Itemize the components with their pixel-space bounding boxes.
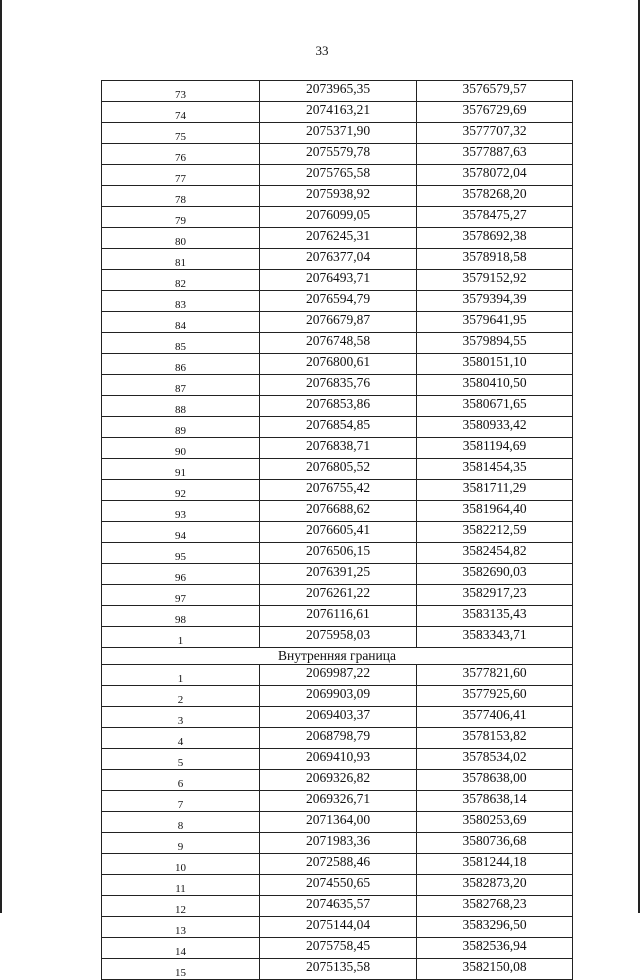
- table-row: [102, 333, 573, 354]
- table-row: [102, 938, 573, 959]
- x-coordinate-cell: 2076506,15: [260, 543, 417, 564]
- x-coordinate-cell: 2069403,37: [260, 707, 417, 728]
- table-row: [102, 606, 573, 627]
- y-coordinate-cell: 3583135,43: [417, 606, 573, 627]
- point-number-cell: 13: [102, 917, 260, 938]
- table-row: [102, 102, 573, 123]
- y-coordinate-cell: 3582536,94: [417, 938, 573, 959]
- point-number-cell: 79: [102, 207, 260, 228]
- point-number-cell: 91: [102, 459, 260, 480]
- section-label: Внутренняя граница: [102, 648, 573, 665]
- y-coordinate-cell: 3582150,08: [417, 959, 573, 980]
- point-number-cell: 14: [102, 938, 260, 959]
- x-coordinate-cell: 2075144,04: [260, 917, 417, 938]
- table-row: [102, 144, 573, 165]
- y-coordinate-cell: 3582768,23: [417, 896, 573, 917]
- x-coordinate-cell: 2073965,35: [260, 81, 417, 102]
- x-coordinate-cell: 2076688,62: [260, 501, 417, 522]
- x-coordinate-cell: 2076800,61: [260, 354, 417, 375]
- point-number-cell: 98: [102, 606, 260, 627]
- y-coordinate-cell: 3578072,04: [417, 165, 573, 186]
- point-number-cell: 76: [102, 144, 260, 165]
- table-row: [102, 564, 573, 585]
- point-number-cell: 86: [102, 354, 260, 375]
- x-coordinate-cell: 2075371,90: [260, 123, 417, 144]
- point-number-cell: 97: [102, 585, 260, 606]
- x-coordinate-cell: 2069903,09: [260, 686, 417, 707]
- x-coordinate-cell: 2069326,82: [260, 770, 417, 791]
- y-coordinate-cell: 3577925,60: [417, 686, 573, 707]
- x-coordinate-cell: 2071364,00: [260, 812, 417, 833]
- outer-boundary-rows: [102, 81, 573, 648]
- y-coordinate-cell: 3583343,71: [417, 627, 573, 648]
- point-number-cell: 4: [102, 728, 260, 749]
- x-coordinate-cell: 2069987,22: [260, 665, 417, 686]
- table-row: [102, 812, 573, 833]
- point-number-cell: 77: [102, 165, 260, 186]
- y-coordinate-cell: 3578638,00: [417, 770, 573, 791]
- y-coordinate-cell: 3582454,82: [417, 543, 573, 564]
- point-number-cell: 75: [102, 123, 260, 144]
- point-number-cell: 82: [102, 270, 260, 291]
- table-row: [102, 665, 573, 686]
- table-row: [102, 207, 573, 228]
- point-number-cell: 84: [102, 312, 260, 333]
- inner-boundary-rows: [102, 665, 573, 980]
- table-row: [102, 81, 573, 102]
- x-coordinate-cell: 2076493,71: [260, 270, 417, 291]
- y-coordinate-cell: 3578153,82: [417, 728, 573, 749]
- table-row: [102, 791, 573, 812]
- table-row: [102, 585, 573, 606]
- table-row: [102, 686, 573, 707]
- x-coordinate-cell: 2074550,65: [260, 875, 417, 896]
- table-row: [102, 354, 573, 375]
- table-row: [102, 959, 573, 980]
- x-coordinate-cell: 2075579,78: [260, 144, 417, 165]
- table-row: [102, 896, 573, 917]
- point-number-cell: 5: [102, 749, 260, 770]
- x-coordinate-cell: 2076853,86: [260, 396, 417, 417]
- table-row: [102, 501, 573, 522]
- table-row: [102, 438, 573, 459]
- point-number-cell: 3: [102, 707, 260, 728]
- table-row: [102, 186, 573, 207]
- x-coordinate-cell: 2072588,46: [260, 854, 417, 875]
- y-coordinate-cell: 3577887,63: [417, 144, 573, 165]
- table-row: [102, 417, 573, 438]
- y-coordinate-cell: 3582917,23: [417, 585, 573, 606]
- x-coordinate-cell: 2076605,41: [260, 522, 417, 543]
- y-coordinate-cell: 3580253,69: [417, 812, 573, 833]
- x-coordinate-cell: 2076099,05: [260, 207, 417, 228]
- table-row: [102, 627, 573, 648]
- point-number-cell: 6: [102, 770, 260, 791]
- y-coordinate-cell: 3576729,69: [417, 102, 573, 123]
- x-coordinate-cell: 2076805,52: [260, 459, 417, 480]
- x-coordinate-cell: 2076377,04: [260, 249, 417, 270]
- table-row: [102, 312, 573, 333]
- point-number-cell: 85: [102, 333, 260, 354]
- point-number-cell: 88: [102, 396, 260, 417]
- y-coordinate-cell: 3582690,03: [417, 564, 573, 585]
- x-coordinate-cell: 2076245,31: [260, 228, 417, 249]
- y-coordinate-cell: 3579152,92: [417, 270, 573, 291]
- point-number-cell: 81: [102, 249, 260, 270]
- x-coordinate-cell: 2075938,92: [260, 186, 417, 207]
- x-coordinate-cell: 2075765,58: [260, 165, 417, 186]
- x-coordinate-cell: 2076116,61: [260, 606, 417, 627]
- table-row: [102, 854, 573, 875]
- x-coordinate-cell: 2074635,57: [260, 896, 417, 917]
- x-coordinate-cell: 2075958,03: [260, 627, 417, 648]
- point-number-cell: 1: [102, 627, 260, 648]
- point-number-cell: 1: [102, 665, 260, 686]
- y-coordinate-cell: 3582212,59: [417, 522, 573, 543]
- table-row: [102, 543, 573, 564]
- y-coordinate-cell: 3577707,32: [417, 123, 573, 144]
- table-row: [102, 707, 573, 728]
- y-coordinate-cell: 3576579,57: [417, 81, 573, 102]
- table-row: [102, 396, 573, 417]
- point-number-cell: 90: [102, 438, 260, 459]
- table-row: [102, 770, 573, 791]
- x-coordinate-cell: 2068798,79: [260, 728, 417, 749]
- y-coordinate-cell: 3578918,58: [417, 249, 573, 270]
- y-coordinate-cell: 3579641,95: [417, 312, 573, 333]
- point-number-cell: 87: [102, 375, 260, 396]
- x-coordinate-cell: 2075135,58: [260, 959, 417, 980]
- table-row: [102, 459, 573, 480]
- y-coordinate-cell: 3578475,27: [417, 207, 573, 228]
- table-row: [102, 165, 573, 186]
- y-coordinate-cell: 3581964,40: [417, 501, 573, 522]
- table-row: [102, 875, 573, 896]
- point-number-cell: 78: [102, 186, 260, 207]
- x-coordinate-cell: 2076835,76: [260, 375, 417, 396]
- table-row: [102, 291, 573, 312]
- table-row: [102, 749, 573, 770]
- point-number-cell: 7: [102, 791, 260, 812]
- y-coordinate-cell: 3581244,18: [417, 854, 573, 875]
- point-number-cell: 93: [102, 501, 260, 522]
- table-row: [102, 228, 573, 249]
- point-number-cell: 80: [102, 228, 260, 249]
- y-coordinate-cell: 3579894,55: [417, 333, 573, 354]
- point-number-cell: 15: [102, 959, 260, 980]
- x-coordinate-cell: 2076755,42: [260, 480, 417, 501]
- x-coordinate-cell: 2074163,21: [260, 102, 417, 123]
- x-coordinate-cell: 2076594,79: [260, 291, 417, 312]
- table-row: [102, 480, 573, 501]
- point-number-cell: 94: [102, 522, 260, 543]
- coordinates-table: [101, 80, 573, 980]
- y-coordinate-cell: 3581711,29: [417, 480, 573, 501]
- table-row: [102, 123, 573, 144]
- table-row: [102, 522, 573, 543]
- table-row: [102, 728, 573, 749]
- x-coordinate-cell: 2076838,71: [260, 438, 417, 459]
- point-number-cell: 10: [102, 854, 260, 875]
- y-coordinate-cell: 3579394,39: [417, 291, 573, 312]
- table-row: [102, 375, 573, 396]
- point-number-cell: 74: [102, 102, 260, 123]
- x-coordinate-cell: 2076391,25: [260, 564, 417, 585]
- y-coordinate-cell: 3578692,38: [417, 228, 573, 249]
- table-row: [102, 833, 573, 854]
- x-coordinate-cell: 2076854,85: [260, 417, 417, 438]
- point-number-cell: 96: [102, 564, 260, 585]
- x-coordinate-cell: 2071983,36: [260, 833, 417, 854]
- y-coordinate-cell: 3577406,41: [417, 707, 573, 728]
- point-number-cell: 83: [102, 291, 260, 312]
- table-row: [102, 917, 573, 938]
- y-coordinate-cell: 3581454,35: [417, 459, 573, 480]
- x-coordinate-cell: 2076679,87: [260, 312, 417, 333]
- x-coordinate-cell: 2076261,22: [260, 585, 417, 606]
- point-number-cell: 12: [102, 896, 260, 917]
- table-row: [102, 249, 573, 270]
- section-row: [102, 648, 573, 665]
- x-coordinate-cell: 2069410,93: [260, 749, 417, 770]
- table-row: [102, 270, 573, 291]
- point-number-cell: 92: [102, 480, 260, 501]
- point-number-cell: 95: [102, 543, 260, 564]
- y-coordinate-cell: 3578638,14: [417, 791, 573, 812]
- y-coordinate-cell: 3578268,20: [417, 186, 573, 207]
- y-coordinate-cell: 3582873,20: [417, 875, 573, 896]
- y-coordinate-cell: 3580736,68: [417, 833, 573, 854]
- point-number-cell: 8: [102, 812, 260, 833]
- point-number-cell: 89: [102, 417, 260, 438]
- point-number-cell: 73: [102, 81, 260, 102]
- y-coordinate-cell: 3580671,65: [417, 396, 573, 417]
- x-coordinate-cell: 2069326,71: [260, 791, 417, 812]
- y-coordinate-cell: 3581194,69: [417, 438, 573, 459]
- y-coordinate-cell: 3580933,42: [417, 417, 573, 438]
- y-coordinate-cell: 3578534,02: [417, 749, 573, 770]
- point-number-cell: 11: [102, 875, 260, 896]
- page-number: 33: [315, 43, 329, 58]
- point-number-cell: 9: [102, 833, 260, 854]
- point-number-cell: 2: [102, 686, 260, 707]
- y-coordinate-cell: 3580151,10: [417, 354, 573, 375]
- y-coordinate-cell: 3580410,50: [417, 375, 573, 396]
- x-coordinate-cell: 2075758,45: [260, 938, 417, 959]
- x-coordinate-cell: 2076748,58: [260, 333, 417, 354]
- y-coordinate-cell: 3577821,60: [417, 665, 573, 686]
- y-coordinate-cell: 3583296,50: [417, 917, 573, 938]
